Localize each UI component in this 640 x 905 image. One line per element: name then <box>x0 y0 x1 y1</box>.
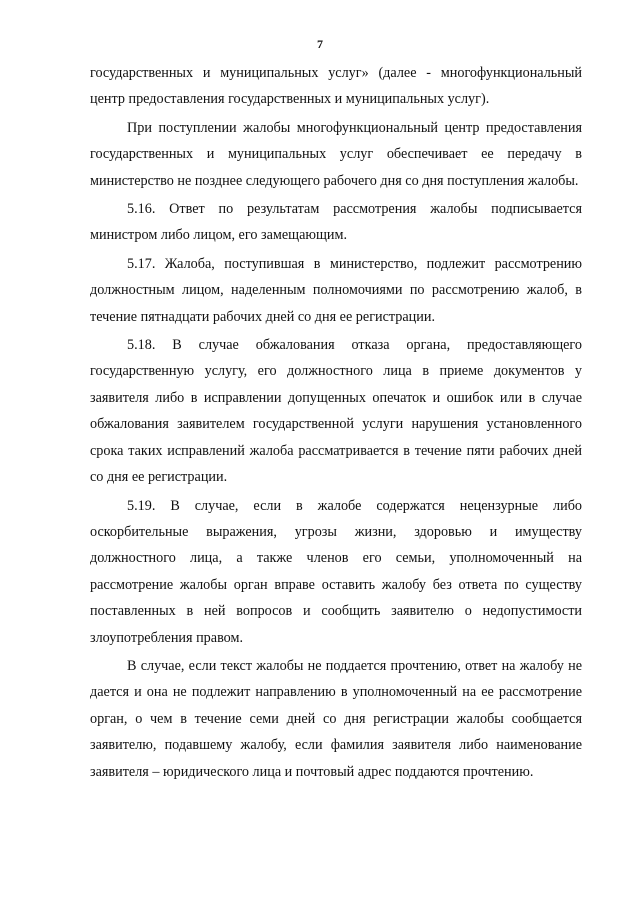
document-body <box>90 60 582 785</box>
paragraph-5-19: 5.19. В случае, если в жалобе содержатся нецензурные либо оскорбительные выражения, угрозы жизни, здоровью и имуществу должностного лица, а также членов его семьи, уполномоченный на рассмотрение жалобы орган вправе оставить жалобу без ответа по существу поставленных в ней вопросов и сообщить заявителю о недопустимости злоупотребления правом. <box>90 497 582 646</box>
page-number: 7 <box>317 37 323 51</box>
paragraph-5-18: 5.18. В случае обжалования отказа органа, предоставляющего государственную услугу, его должностного лица в приеме документов у заявителя либо в исправлении допущенных опечаток и ошибок или в случае обжалования заявителем государственной услуги нарушения установленного срока таких исправлений жалоба рассматривается в течение пяти рабочих дней со дня ее регистрации. <box>90 337 582 486</box>
paragraph-unreadable-complaint: В случае, если текст жалобы не поддается прочтению, ответ на жалобу не дается и она не подлежит направлению в уполномоченный на ее рассмотрение орган, о чем в течение семи дней со дня регистрации жалобы сообщается заявителю, подавшему жалобу, если фамилия заявителя либо наименование заявителя – юридического лица и почтовый адрес поддаются прочтению. <box>90 657 582 780</box>
paragraph-receipt-via-mfc: При поступлении жалобы многофункциональный центр предоставления государственных и муниципальных услуг обеспечивает ее передачу в министерство не позднее следующего рабочего дня со дня поступления жалобы. <box>90 119 582 189</box>
paragraph-5-16: 5.16. Ответ по результатам рассмотрения жалобы подписывается министром либо лицом, его замещающим. <box>90 201 582 244</box>
paragraph-continuation: государственных и муниципальных услуг» (далее - многофункциональный центр предоставления государственных и муниципальных услуг). <box>90 65 582 108</box>
paragraph-5-17: 5.17. Жалоба, поступившая в министерство, подлежит рассмотрению должностным лицом, наделенным полномочиями по рассмотрению жалоб, в течение пятнадцати рабочих дней со дня ее регистрации. <box>90 255 582 325</box>
